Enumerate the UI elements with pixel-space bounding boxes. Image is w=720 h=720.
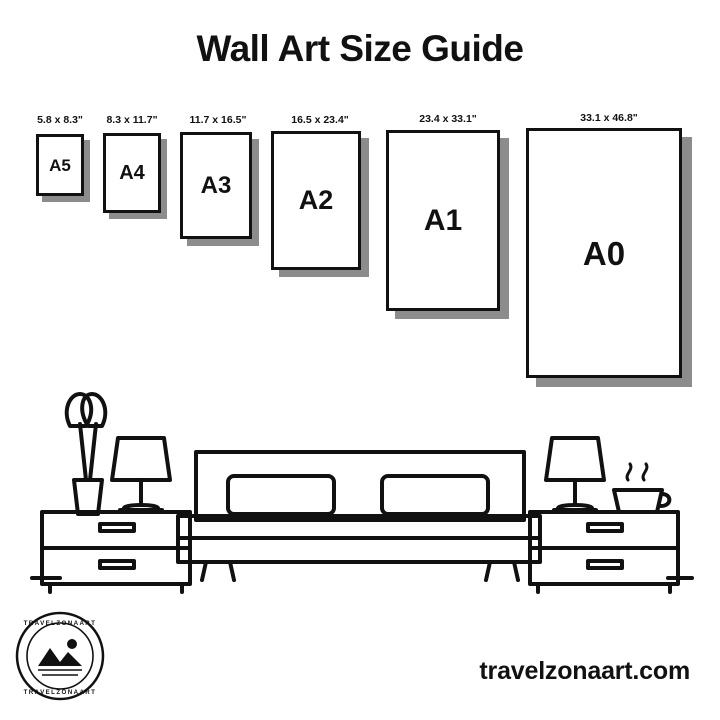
coffee-cup: [614, 464, 669, 512]
frame-a2: [262, 110, 376, 290]
page-title: Wall Art Size Guide: [196, 28, 524, 69]
bedroom-scene: [0, 380, 720, 600]
frame-a3: [172, 110, 264, 250]
frame-a0-box: [526, 128, 682, 378]
frame-a5: [30, 110, 90, 190]
frame-a4-box: [103, 133, 161, 213]
logo-icon: [14, 610, 106, 702]
bed: [178, 452, 540, 580]
frame-a1-box: [386, 130, 500, 311]
frame-a4-label: A4: [119, 162, 145, 184]
frame-a5-dimensions: 5.8 x 8.3": [37, 114, 83, 126]
frame-a0-dimensions: 33.1 x 46.8": [580, 112, 638, 124]
frame-a1: [377, 110, 517, 330]
frame-a3-label: A3: [200, 171, 232, 199]
frame-a2-dimensions: 16.5 x 23.4": [291, 114, 349, 126]
vase-with-flowers: [67, 394, 106, 514]
frame-a2-label: A2: [298, 185, 334, 215]
bedroom-illustration: [0, 380, 720, 600]
frame-a5-box: [36, 134, 84, 196]
brand-logo: [14, 610, 106, 702]
frame-a0-label: A0: [582, 234, 626, 272]
frame-a4-dimensions: 8.3 x 11.7": [106, 114, 158, 126]
frame-a0: [518, 110, 698, 395]
frame-a5-label: A5: [49, 155, 71, 175]
frame-a3-box: [180, 132, 252, 239]
frame-a4: [96, 110, 172, 220]
website-url: travelzonaart.com: [479, 657, 690, 685]
nightstand-right: [530, 512, 678, 592]
frame-a3-dimensions: 11.7 x 16.5": [189, 114, 247, 126]
nightstand-left: [42, 512, 190, 592]
table-lamp-left: [112, 438, 170, 510]
logo-text-bottom: TRAVELZONAART: [23, 689, 97, 696]
frame-a1-dimensions: 23.4 x 33.1": [419, 113, 477, 125]
logo-text-top: TRAVELZONAART: [23, 620, 97, 627]
frame-a2-box: [271, 131, 361, 270]
table-lamp-right: [546, 438, 604, 510]
frame-size-row: [0, 110, 720, 400]
frame-a1-label: A1: [423, 203, 463, 237]
